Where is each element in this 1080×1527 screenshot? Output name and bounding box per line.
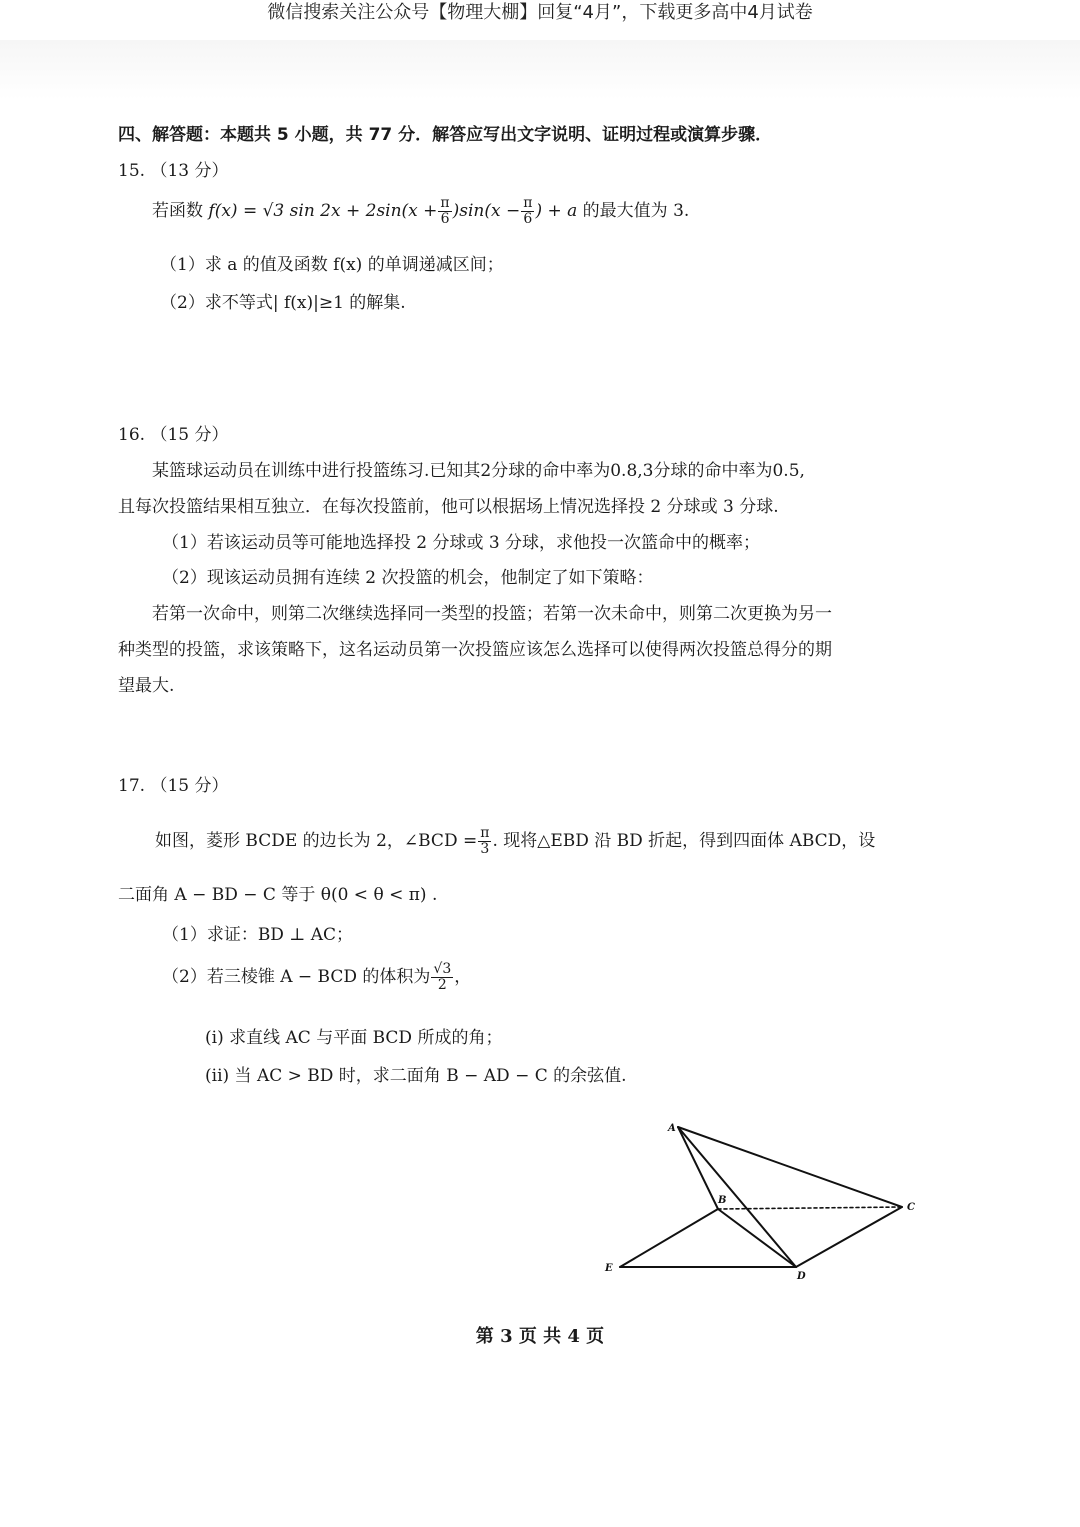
q16-line2: 且每次投篮结果相互独立．在每次投篮前，他可以根据场上情况选择投 2 分球或 3 分球. [118, 497, 779, 517]
q17-part2-num: √3 [433, 961, 452, 978]
q15-intro-after: 的最大值为 3. [577, 201, 690, 221]
q17-part2-a: （2）若三棱锥 A − BCD 的体积为 [162, 967, 431, 987]
q17-line1 [155, 826, 875, 857]
q15-frac1-num: π [440, 195, 450, 212]
q17-part2 [162, 962, 471, 993]
q16-line1: 某篮球运动员在训练中进行投篮练习.已知其2分球的命中率为0.8,3分球的命中率为0.5, [152, 461, 805, 481]
q17-frac-num: π [480, 825, 490, 842]
page-footer: 第 3 页 共 4 页 [475, 1326, 605, 1347]
q16-line4: 种类型的投篮，求该策略下，这名运动员第一次投篮应该怎么选择可以使得两次投篮总得分的期 [118, 640, 832, 660]
q16-part1: （1）若该运动员等可能地选择投 2 分球或 3 分球，求他投一次篮命中的概率； [162, 533, 761, 553]
q15-frac1 [438, 196, 451, 226]
q17-part2-frac [431, 962, 453, 992]
q15-frac2-num: π [523, 195, 533, 212]
q16-part2: （2）现该运动员拥有连续 2 次投篮的机会，他制定了如下策略： [162, 568, 654, 588]
label-A: A [668, 1123, 676, 1134]
q15-part2: （2）求不等式| f(x)|≥1 的解集. [160, 293, 406, 313]
q15-part1: （1）求 a 的值及函数 f(x) 的单调递减区间； [160, 255, 504, 275]
edge-CD [796, 1207, 902, 1267]
q16-line3: 若第一次命中，则第二次继续选择同一类型的投篮；若第一次未命中，则第二次更换为另一 [152, 604, 832, 624]
q15-formula-b: )sin(x − [452, 201, 521, 221]
q15-frac2 [521, 196, 534, 226]
label-B: B [718, 1195, 727, 1206]
label-D: D [797, 1271, 806, 1282]
edge-BE [620, 1209, 718, 1267]
page-edge-shadow [0, 40, 1080, 100]
edge-BD [718, 1209, 796, 1267]
q15-frac1-den: 6 [440, 211, 450, 227]
q17-sub2: (ii) 当 AC > BD 时，求二面角 B − AD − C 的余弦值. [205, 1066, 627, 1086]
q15-formula-c: ) + a [535, 201, 578, 221]
q17-part1: （1）求证：BD ⊥ AC； [162, 925, 354, 945]
section-heading: 四、解答题：本题共 5 小题，共 77 分．解答应写出文字说明、证明过程或演算步骤． [118, 125, 773, 145]
q17-line2: 二面角 A − BD − C 等于 θ(0 < θ < π) . [118, 885, 438, 905]
q15-intro [152, 196, 689, 227]
q17-line1-a: 如图，菱形 BCDE 的边长为 2，∠BCD = [155, 831, 478, 851]
q17-part2-den: 2 [437, 977, 447, 993]
q17-sub1: (i) 求直线 AC 与平面 BCD 所成的角； [205, 1028, 503, 1048]
tetrahedron-figure [600, 1115, 930, 1290]
q15-frac2-den: 6 [523, 211, 533, 227]
q17-frac-den: 3 [480, 841, 490, 857]
q15-intro-before: 若函数 [152, 201, 209, 221]
q15-header: 15. （13 分） [118, 161, 229, 181]
q16-line5: 望最大. [118, 676, 175, 696]
q17-header: 17. （15 分） [118, 776, 229, 796]
q17-line1-b: . 现将△EBD 沿 BD 折起，得到四面体 ABCD，设 [492, 831, 876, 851]
promo-banner: 微信搜索关注公众号【物理大棚】回复“4月”，下载更多高中4月试卷 [267, 2, 813, 23]
q15-formula-a: f(x) = √3 sin 2x + 2sin(x + [208, 201, 438, 221]
q17-part2-b: ， [454, 967, 472, 987]
label-E: E [605, 1263, 613, 1274]
label-C: C [907, 1202, 915, 1213]
q17-frac [478, 826, 491, 856]
q16-header: 16. （15 分） [118, 425, 229, 445]
